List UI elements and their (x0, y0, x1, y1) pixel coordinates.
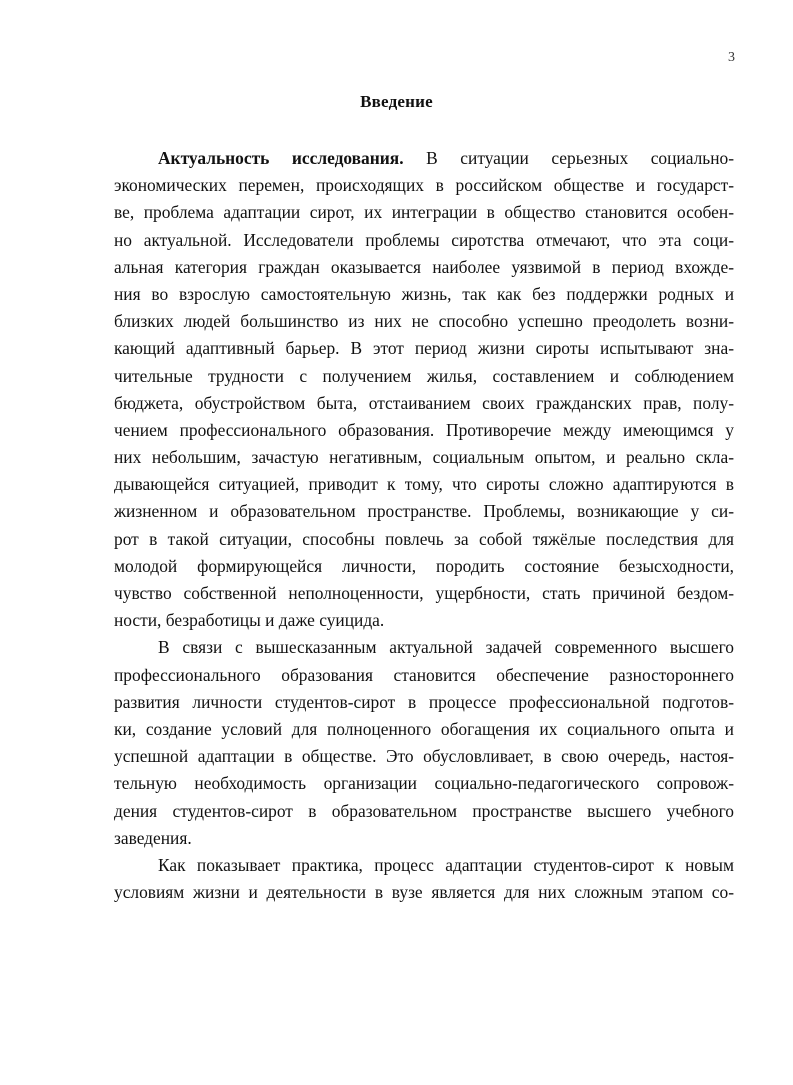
paragraph-line: жизненном и образовательном пространстве. Проблемы, возникающие у си- (114, 501, 734, 522)
body-text (114, 145, 734, 906)
paragraph-relevance (114, 145, 734, 634)
paragraph-line: успешной адаптации в обществе. Это обусловливает, в свою очередь, настоя- (114, 746, 734, 767)
paragraph-line: В связи с вышесказанным актуальной задачей современного высшего (158, 637, 734, 658)
paragraph-line: чувство собственной неполноценности, ущербности, стать причиной бездом- (114, 583, 734, 603)
paragraph-line: кающий адаптивный барьер. В этот период жизни сироты испытывают зна- (114, 338, 734, 359)
paragraph-line: ния во взрослую самостоятельную жизнь, так как без поддержки родных и (114, 283, 734, 304)
paragraph-line: тельную необходимость организации социально-педагогического сопровож- (114, 773, 734, 794)
section-heading: Введение (360, 92, 433, 111)
paragraph-line: рот в такой ситуации, способны повлечь за собой тяжёлые последствия для (114, 528, 734, 549)
paragraph-line: бюджета, обустройством быта, отстаиванием своих гражданских прав, полу- (114, 392, 734, 413)
page-number: 3 (728, 50, 735, 65)
paragraph-line (114, 145, 734, 172)
paragraph-line: чением профессионального образования. Противоречие между имеющимся у (114, 419, 734, 440)
paragraph-line: ки, создание условий для полноценного обогащения их социального опыта и (114, 718, 734, 739)
paragraph-line: близких людей большинство из них не способно успешно преодолеть возни- (114, 311, 734, 332)
paragraph-line: альная категория граждан оказывается наиболее уязвимой в период вхожде- (114, 256, 734, 277)
paragraph-line: Как показывает практика, процесс адаптации студентов-сирот к новым (158, 854, 734, 875)
paragraph-line: профессионального образования становится обеспечение разностороннего (114, 664, 734, 685)
paragraph-line: дывающейся ситуацией, приводит к тому, что сироты сложно адаптируются в (114, 474, 734, 495)
paragraph-line: дения студентов-сирот в образовательном пространстве высшего учебного (114, 800, 734, 821)
paragraph-practice (114, 852, 734, 906)
paragraph-line: но актуальной. Исследователи проблемы сиротства отмечают, что эта соци- (114, 229, 734, 250)
paragraph-line: чительные трудности с получением жилья, составлением и соблюдением (114, 365, 734, 386)
paragraph-line: ве, проблема адаптации сирот, их интеграции в общество становится особен- (114, 202, 734, 223)
paragraph-line-text: В ситуации серьезных социально- (403, 148, 735, 168)
paragraph-task (114, 634, 734, 852)
paragraph-line: развития личности студентов-сирот в процессе профессиональной подготов- (114, 691, 734, 712)
paragraph-line: условиям жизни и деятельности в вузе является для них сложным этапом со- (114, 882, 734, 903)
paragraph-line: заведения. (114, 827, 192, 848)
paragraph-lead: Актуальность исследования. (158, 148, 404, 168)
paragraph-line: ности, безработицы и даже суицида. (114, 610, 385, 631)
paragraph-line: них небольшим, зачастую негативным, социальным опытом, и реально скла- (114, 447, 734, 468)
paragraph-line: экономических перемен, происходящих в российском обществе и государст- (114, 175, 734, 196)
paragraph-line: молодой формирующейся личности, породить состояние безысходности, (114, 555, 734, 576)
